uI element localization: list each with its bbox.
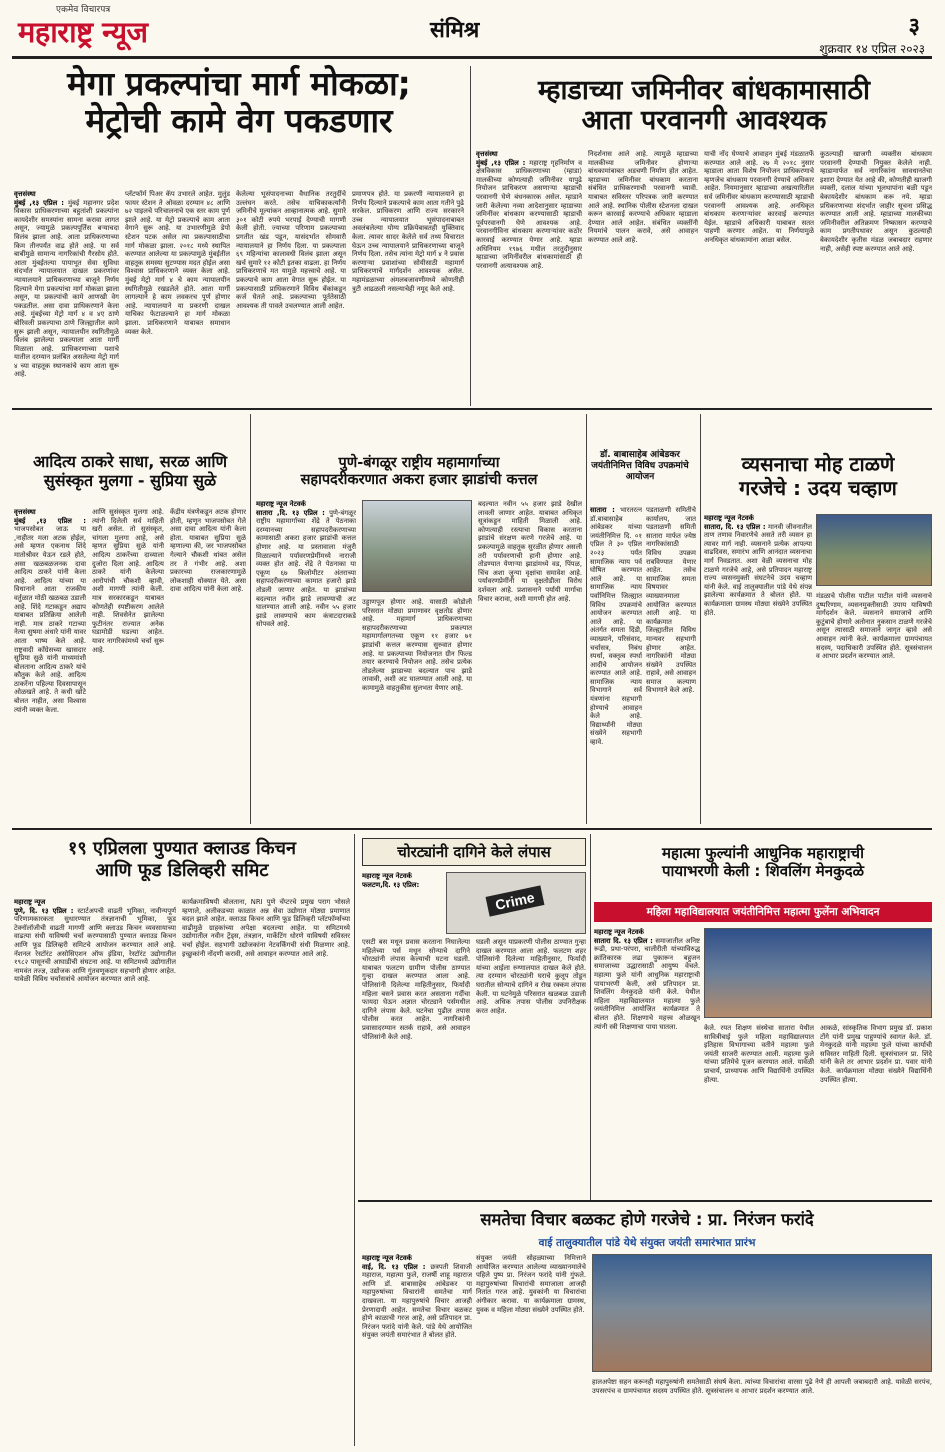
cloud-kitchen-dateline: पुणे, दि. १३ एप्रिल : [14, 906, 74, 915]
trees-dateline: सातारा ,दि. १३ एप्रिल : [256, 508, 325, 517]
mhada-dateline: मुंबई ,१३ एप्रिल : [476, 158, 526, 167]
samata-byline: महाराष्ट्र न्यूज नेटवर्क [362, 1254, 412, 1262]
section-rule [358, 1200, 932, 1202]
metro-text-1: मुंबई महानगर प्रदेश विकास प्राधिकरणाच्या बहुतांशी प्रकल्पांना कायदेशीर समस्यांना सामना करावा लागत असून, ज्यामुळे प्रकल्पपूर्तिस बऱ्याचदा विलंब झाला आहे. आता प्राधिकरणाच्या किम तीनपर्यंत वाढ होते आहे. या सर्व बाबींमुळे सामान्य नागरिकांची गैरसोय होते. आता मुंबईतल्या पायाभूत सेवा सुविधा संदर्भात न्यायालयात दाखल प्रकरणांवर न्यायालयाने प्राधिकरणाच्या बाजूने निर्णय दिल्याने मेगा प्रकल्पांचा मार्ग मोकळा झाला असून, या प्रकल्पांची कामे आणखी वेग पकडतील. असा दावा प्राधिकरणाने केला आहे. मुंबईच्या मेट्रो मार्ग ४ व ४ए ठाणे बोरिवली प्रकल्पाचा ठाणे जिल्ह्यातील कामे सुरू झाली असून, न्यायालयीन स्थगितीमुळे विलंब झालेल्या प्रकल्पाला आता मार्गी मिळाला आहे. प्राधिकरणाच्या यशाचे यातील दरम्यान प्रलंबित असलेल्या मेट्रो मार्ग ४ च्या वाहतूक स्थानकांचे काम आता सुरू आहे. [14, 198, 119, 379]
column-divider [250, 414, 251, 824]
phule-col2: केले. रयत शिक्षण संस्थेचा सातारा येथील सावित्रीबाई फुले महिला महाविद्यालयात इतिहास विभागाच्या वतीने महात्मा फुले जयंती साजरी करण्यात आली. महात्मा फुले यांच्या प्रतिमेचे पूजन करण्यात आले. यावेळी प्राचार्य, प्राध्यापक आणि विद्यार्थिनी उपस्थित होत्या. [704, 1024, 814, 1084]
samata-photo [592, 1254, 932, 1372]
supriya-headline-line1: आदित्य ठाकरे साधा, सरळ आणि [32, 452, 228, 471]
trees-byline: महाराष्ट्र न्यूज नेटवर्क [256, 500, 306, 508]
samata-dateline: वाई, दि. १३ एप्रिल : [362, 1262, 426, 1271]
addiction-text-1: मानवी जीवनातील ताण तणाव निवारणेचे असते तरी व्यसन हा त्यावर मार्ग नाही. व्यसनाने प्रत्येक आपल्या वाढदिवस, समारंभ आणि आनंदात व्यसनाचा मार्ग निवडतात. अशा वेळी व्यसनाचा मोह टाळणे गरजेचे आहे, असे प्रतिपादन महाराष्ट्र राज्य व्यसनमुक्ती संघटनेचे उदय चव्हाण यांनी केले. वाई तालुक्यातील पांडे येथे संपन्न झालेल्या कार्यक्रमात ते बोलत होते. या कार्यक्रमाला ग्रामस्थ मोठ्या संख्येने उपस्थित होते. [704, 522, 812, 617]
trees-text-1: पुणे-बंगळूर राष्ट्रीय महामार्गाच्या शेंद्रे ते पेठनाका दरम्यानच्या सहापदरीकरणाच्या कामासाठी अकरा हजार झाडांची कत्तल होणार आहे. या प्रस्तावाला मंजुरी मिळाल्याने पर्यावरणप्रेमींमध्ये नाराजी व्यक्त होत आहे. शेंद्रे ते पेठनाका या एकूण ६७ किलोमीटर अंतराच्या सहापदरीकरणाच्या कामात हजारो झाडे तोडली जाणार आहेत. या झाडांच्या बदल्यात नवीन झाडे लावण्याची अट घालण्यात आली आहे. नवीन ५५ हजार झाडे लावण्याचे काम कंत्राटदाराकडे सोपवले आहे. [256, 508, 356, 629]
metro-dateline: मुंबई ,१३ एप्रिल : [14, 198, 65, 207]
supriya-headline-line2: सुसंस्कृत मुलगा - सुप्रिया सुळे [43, 471, 217, 491]
cloud-kitchen-article [14, 838, 350, 881]
samata-headline: समतेचा विचार बळकट होणे गरजेचे : प्रा. निरंजन फरांदे [480, 1210, 814, 1229]
ambedkar-col2: पडताळणी समितीचे कार्यालय, जात पडताळणी समिती सातारा मार्फत ज्येष्ठ नागरिकांसाठी विविध उपक्रम राबविण्यात येणार आहेत. तसेच सामाजिक समता विषयावर व्याख्यानमाला आयोजित करण्यात आली आहे. या कार्यक्रमात जिल्ह्यातील विविध मान्यवर सहभागी होणार आहेत. नागरिकांनी मोठ्या संख्येने उपस्थित राहावे, असे आवाहन समाज कल्याण विभागाने केले आहे. [646, 506, 696, 695]
phule-article [594, 844, 932, 880]
cloud-kitchen-byline: महाराष्ट्र न्यूज [14, 898, 46, 906]
supriya-col3: केंद्रीय यंत्रणेकडून अटक होणार होती, म्हणून भाजपसोबत गेले असा दावा आदित्य यांनी केला होता. याबाबत सुप्रिया सुळे म्हणाल्या की, जर भाजपसोबत गेल्याने चौकशी थांबत असेल तर ते गंभीर आहे. अशा प्रकारच्या राजकारणामुळे लोकशाही धोक्यात येते. असा दावा आदित्य यांनी केला आहे. [170, 508, 246, 594]
section-rule [12, 828, 932, 830]
addiction-article [704, 452, 932, 500]
issue-date: शुक्रवार १४ एप्रिल २०२३ [819, 42, 925, 56]
section-rule [12, 408, 932, 410]
chain-snatch-meta [362, 872, 442, 932]
supriya-dateline: मुंबई ,१३ एप्रिल : [14, 516, 86, 525]
trees-col3: बदल्यात नवीन ५५ हजार झाडे देखील लावली जाणार आहेत. याबाबत अधिकृत सूत्रांकडून माहिती मिळाली आहे. कोणत्याही रस्त्याचा विकास करताना झाडांचे संरक्षण करणे गरजेचे आहे. या प्रकल्पामुळे वाहतूक सुरळीत होणार असली तरी पर्यावरणाची हानी होणार आहे. तोडण्यात येणाऱ्या झाडांमध्ये वड, पिंपळ, चिंच अशा जुन्या वृक्षांचा समावेश आहे. पर्यावरणप्रेमींनी या वृक्षतोडीला विरोध दर्शवला आहे. प्रशासनाने पर्यायी मार्गाचा विचार करावा, अशी मागणी होत आहे. [478, 500, 582, 603]
phule-col1 [594, 928, 700, 1196]
addiction-col1 [704, 514, 812, 820]
chain-snatch-headline: चोरट्यांनी दागिने केले लंपास [397, 843, 551, 861]
page-number: ३ [908, 14, 920, 39]
metro-col4: प्रमाणपत्र होते. या प्रकरणी न्यायालयाने हा निर्णय दिल्याने प्रकल्पाचे काम आता गतीने पुढे सरकेल. प्राधिकरण आणि राज्य सरकारने उच्च न्यायालयात भूसंपादनाबाबत अवलंबलेल्या योग्य प्रक्रियेबाबतही युक्तिवाद केला. त्यावर सादर केलेले सर्व तथ्य विचारात घेऊन उच्च न्यायालयाने प्राधिकरणाच्या बाजूने निर्णय दिला. तसेच त्यांना मेट्रो मार्ग ४ ने प्रवास करणाऱ्या प्रवाशांच्या सोयीसाठी महामार्ग प्राधिकरणाचे मार्गदर्शन आवश्यक असेल. महामंडळाच्या अंमलबजावणीमध्ये कोणतीही त्रुटी आढळली नसल्याचेही नमूद केले आहे. [352, 190, 464, 293]
column-divider [470, 66, 471, 406]
trees-col1 [256, 500, 356, 820]
addiction-byline: महाराष्ट्र न्यूज नेटवर्क [704, 514, 754, 522]
addiction-col2: मंडळाचे पोलीस पाटील पाटील यांनी व्यसनाचे दुष्परिणाम, व्यसनमुक्तीसाठी उपाय याविषयी मार्गदर्शन केले. व्यसनाने समाजाचे आणि कुटुंबाचे होणारे अतोनात नुकसान टाळणे गरजेचे असून त्यासाठी समाजाने जागृत व्हावे असे आवाहन त्यांनी केले. कार्यक्रमाला ग्रामपंचायत सदस्य, पदाधिकारी उपस्थित होते. सूत्रसंचालन व आभार प्रदर्शन करण्यात आले. [816, 592, 932, 661]
samata-text-1: छत्रपती शिवाजी महाराज, महात्मा फुले, राजर्षी शाहू महाराज आणि डॉ. बाबासाहेब आंबेडकर या महापुरुषांच्या विचारांनी समतेचा मार्ग दाखवला. या महापुरुषांचे विचार आजही प्रेरणादायी आहेत. समतेचा विचार बळकट होणे काळाची गरज आहे, असे प्रतिपादन प्रा. निरंजन फरांदे यांनी केले. पांडे येथे आयोजित संयुक्त जयंती समारंभात ते बोलत होते. [362, 1262, 472, 1340]
supriya-col2: आणि सुसंस्कृत मुलगा आहे. त्यांनी दिलेली सर्व माहिती खरी असेल. तो सुसंस्कृत, चांगला मुलगा आहे, असे म्हणत सुप्रिया सुळे यांनी आदित्य ठाकरेंच्या दाव्याला दुजोरा दिला आहे. आदित्य ठाकरे यांनी केलेल्या आरोपांची चौकशी व्हावी, अशी मागणी त्यांनी केली. मात्र सरकारकडून याबाबत कोणतेही स्पष्टीकरण आलेले नाही. शिवसेनेत झालेल्या फुटीनंतर राज्यात अनेक घडामोडी घडल्या आहेत. यावर नागरिकांमध्ये चर्चा सुरू आहे. [92, 508, 164, 654]
samata-article [362, 1210, 932, 1230]
chain-snatch-col2: घडली असून याप्रकरणी पोलीस ठाण्यात गुन्हा दाखल करण्यात आला आहे. फलटण शहर पोलिसांनी दिलेल्या माहितीनुसार, फिर्यादी यांच्या आईला रुग्णालयात दाखल केले होते. त्या दरम्यान चोरट्यांनी घराचे कुलूप तोडून घरातील सोन्याचे दागिने व रोख रक्कम लंपास केली. या घटनेमुळे परिसरात खळबळ उडाली आहे. अधिक तपास पोलीस उपनिरीक्षक करत आहेत. [476, 938, 586, 1015]
metro-col1 [14, 190, 119, 405]
samata-subhead: वाई तालुक्यातील पांडे येथे संयुक्त जयंती समारंभात प्रारंभ [538, 1237, 756, 1249]
phule-byline: महाराष्ट्र न्यूज नेटवर्क [594, 928, 644, 936]
phule-dateline: सातारा दि. १३ एप्रिल : [594, 936, 653, 945]
phule-col3: आकळे, सांस्कृतिक विभाग प्रमुख डॉ. प्रकाश टोंगे यांनी प्रमुख पाहुण्यांचे स्वागत केले. डॉ. मेनकुदळे यांनी महात्मा फुले यांच्या कार्याची सविस्तर माहिती दिली. सूत्रसंचालन प्रा. शिंदे यांनी केले तर आभार प्रदर्शन प्रा. पवार यांनी केले. कार्यक्रमाला मोठ्या संख्येने विद्यार्थिनी उपस्थित होत्या. [820, 1024, 932, 1084]
masthead-rule [12, 56, 932, 59]
phule-headline-line1: महात्मा फुल्यांनी आधुनिक महाराष्ट्राची [662, 844, 864, 862]
metro-byline: वृत्तसंस्था [14, 190, 36, 198]
supriya-article [14, 452, 246, 490]
trees-col2: उड्डाणपूल होणार आहे. यासाठी कोडोली परिसरात मोठ्या प्रमाणावर वृक्षतोड होणार आहे. महामार्ग प्राधिकरणाच्या सहापदरीकरणाच्या प्रकल्पात महामार्गालगतच्या एकूण ११ हजार ७१ झाडांची कत्तल करण्यास सुरुवात होणार आहे. या प्रकल्पाच्या नियोजनात ग्रीन फिल्ड तयार करण्याचे नियोजन आहे. तसेच प्रत्येक तोडलेल्या झाडाच्या बदल्यात पाच झाडे लावावी, अशी अट घालण्यात आली आहे. या कामामुळे वाहतुकीस सुलभता येणार आहे. [362, 598, 472, 692]
phule-text-1: समाजातील अनिष्ट रूढी, प्रथा-परंपरा, चालीरीती यांच्याविरुद्ध क्रांतिकारक लढा पुकारून बहुजन समाजाच्या उद्धारासाठी आयुष्य वेचले. महात्मा फुले यांनी आधुनिक महाराष्ट्राची पायाभरणी केली, असे प्रतिपादन प्रा. शिवलिंग मेनकुदळे यांनी केले. येथील महिला महाविद्यालयात महात्मा फुले जयंतीनिमित्त आयोजित कार्यक्रमात ते बोलत होते. शिक्षणाचे महत्त्व ओळखून त्यांनी स्त्री शिक्षणाचा पाया घातला. [594, 936, 700, 1031]
chain-snatch-col1: एसटी बस मधून प्रवास करताना निघालेल्या महिलेच्या पर्स मधून सोन्याचे दागिने चोरट्यांनी लंपास केल्याची घटना घडली. याबाबत फलटण ग्रामीण पोलीस ठाण्यात गुन्हा दाखल करण्यात आला आहे. पोलिसांनी दिलेल्या माहितीनुसार, फिर्यादी महिला बसने प्रवास करत असताना गर्दीचा फायदा घेऊन अज्ञात चोरट्याने पर्समधील दागिने लंपास केले. घटनेचा पुढील तपास पोलीस करत आहेत. नागरिकांनी प्रवासादरम्यान सतर्क राहावे, असे आवाहन पोलिसांनी केले आहे. [362, 938, 470, 1041]
trees-headline-line2: सहापदरीकरणात अकरा हजार झाडांची कत्तल [300, 472, 538, 489]
masthead-tagline: एकमेव विचारपत्र [56, 5, 111, 15]
metro-headline-line1: मेगा प्रकल्पांचा मार्ग मोकळा; [67, 64, 411, 103]
chain-snatch-byline: महाराष्ट्र न्यूज नेटवर्क [362, 872, 412, 880]
cloud-kitchen-text-1: स्टार्टअपची वाढती भूमिका, नावीन्यपूर्ण परिणामकारकता सुधारण्यात तंत्रज्ञानाची भूमिका, फूड टेक्नॉलॉजीची वाढती मागणी आणि क्लाउड किचन व्यवसायाच्या वाढत्या संधी याविषयी चर्चा करण्यासाठी पुण्यात क्लाउड किचन आणि फूड डिलिव्हरी समिटचे आयोजन करण्यात आले आहे. नॅशनल रेस्टॉरंट असोसिएशन ऑफ इंडिया, रेस्टॉरंट उद्योगातील १९८२ पासूनची आघाडीची संघटना आहे. या समिटमध्ये उद्योगातील नामवंत तज्ज्ञ, उद्योजक आणि गुंतवणूकदार सहभागी होणार आहेत. यावेळी विविध चर्चासत्रांचे आयोजन करण्यात आले आहे. [14, 906, 176, 984]
column-divider [586, 414, 587, 824]
mhada-headline-line1: म्हाडाच्या जमिनीवर बांधकामासाठी [537, 75, 871, 106]
trees-headline-line1: पुणे-बंगळूर राष्ट्रीय महामार्गाच्या [338, 455, 500, 471]
addiction-headline-line2: गरजेचे : उदय चव्हाण [739, 476, 897, 500]
supriya-col1 [14, 508, 86, 820]
cloud-kitchen-headline-line2: आणि फूड डिलिव्हरी समिट [95, 859, 269, 881]
chain-snatch-header [362, 838, 586, 866]
mhada-article [476, 76, 932, 136]
cloud-kitchen-col2: कार्यक्रमाविषयी बोलताना, NRI पुणे चॅप्टरचे प्रमुख पराग भोसले म्हणाले, अलीकडच्या काळात अन्न सेवा उद्योगात मोठ्या प्रमाणात बदल झाले आहेत. क्लाउड किचन आणि फूड डिलिव्हरी प्लॅटफॉर्म्सच्या वाढीमुळे ग्राहकांच्या अपेक्षा बदलल्या आहेत. या समिटमध्ये उद्योगातील नवीन ट्रेंड्स, तंत्रज्ञान, मार्केटिंग धोरणे याविषयी सविस्तर चर्चा होईल. सहभागी उद्योजकांना नेटवर्किंगची संधी मिळणार आहे. इच्छुकांनी नोंदणी करावी, असे आवाहन करण्यात आले आहे. [182, 898, 350, 958]
supriya-byline: वृत्तसंस्था [14, 508, 36, 516]
mhada-col2: निदर्शनास आले आहे. त्यामुळे म्हाडाच्या मालकीच्या जमिनीवर होणाऱ्या बांधकामांबाबत अडचणी निर्माण होत आहेत. म्हाडाच्या जमिनीवर बांधकाम करताना संबंधित प्राधिकरणाची परवानगी घ्यावी. याबाबत सविस्तर परिपत्रक जारी करण्यात आले आहे. स्थानिक पोलीस स्टेशनला दाखल करून कारवाई करण्याचे अधिकार म्हाडाला देण्यात आले आहेत. संबंधित व्यक्तींनी नियमांचे पालन करावे, असे आवाहन करण्यात आले आहे. [588, 150, 698, 244]
mhada-byline: वृत्तसंस्था [476, 150, 498, 158]
metro-headline-line2: मेट्रोची कामे वेग पकडणार [85, 100, 393, 140]
mhada-col3: याची नोंद घेण्याचे आवाहन मुंबई मंडळातर्फे करण्यात आले आहे. २७ मे २०१८ नुसार म्हाडाला आता विशेष नियोजन प्राधिकरणाचे म्हणजेच बांधकाम परवानगी देण्याचे अधिकार आहेत. नियमानुसार म्हाडाच्या अखत्यारितील सर्व जमिनींवर बांधकाम करण्यासाठी म्हाडाची परवानगी आवश्यक आहे. अनधिकृत बांधकाम करणाऱ्यांवर कारवाई करण्यात येईल. म्हाडाचे अधिकारी याबाबत सतत पाहणी करणार आहेत. या निर्णयामुळे अनधिकृत बांधकामांना आळा बसेल. [704, 150, 814, 244]
chain-snatch-dateline: फलटण,दि. १३ एप्रिल: [362, 880, 420, 889]
mhada-col4: कुठल्याही खाजगी व्यक्तीस बांधकाम परवानगी देण्याची नियुक्त केलेले नाही. म्हाडामार्फत सर्व नागरिकांना सावधानतेचा इशारा देण्यात येत आहे की, कोणतीही खाजगी व्यक्ती, दलाल यांच्या भूलथापांना बळी पडून बेकायदेशीर बांधकाम करू नये. म्हाडा प्रधिकरणाच्या संदर्भात जाहीर सूचना प्रसिद्ध करण्यात आली आहे. म्हाडाच्या मालकीच्या जमिनीवरील अतिक्रमण निष्कासन करण्याचे काम प्रगतीपथावर असून कुठल्याही बेकायदेशीर कृतीस मंडळ जबाबदार राहणार नाही, असेही स्पष्ट करण्यात आले आहे. [820, 150, 932, 253]
ambedkar-text-1: भारतरत्न डॉ.बाबासाहेब आंबेडकर यांच्या जयंतीनिमित्त दि. ०१ एप्रिल ते ३० एप्रिल २०२३ पर्यंत सामाजिक न्याय पर्व घोषित करण्यात आले आहे. या सामाजिक न्याय पर्वानिमित्त जिल्ह्यात विविध उपक्रमांचे आयोजन करण्यात आले आहे. या अंतर्गत समता दिंडी, व्याख्याने, परिसंवाद, चर्चासत्र, निबंध स्पर्धा, वक्तृत्व स्पर्धा आदींचे आयोजन करण्यात आले आहे. सामाजिक न्याय विभागाने सर्व यंत्रणांना सहभागी होण्याचे आवाहन केले आहे. विद्यार्थ्यांनी मोठ्या संख्येने सहभागी व्हावे. [590, 506, 642, 747]
section-title: संमिश्र [430, 18, 480, 43]
supriya-text-1: भाजपसोबत जाऊ या ,नाहीतर मला अटक होईल, असे म्हणत एकनाथ शिंदे मातोश्रीवर येऊन रडले होते, असा खळबळजनक दावा आदित्य ठाकरे यांनी केला आहे. आदित्य यांच्या या विधानाने आता राजकीय वर्तुळात मोठी खळबळ उडाली आहे. शिंदे गटाकडून अद्याप याबाबत प्रतिक्रिया आलेली नाही. मात्र ठाकरे गटाच्या नेत्या सुषमा अंधारे यांनी यावर आता भाष्य केले आहे. राष्ट्रवादी काँग्रेसच्या खासदार सुप्रिया सुळे यांनी माध्यमांशी बोलताना आदित्य ठाकरे यांचे कौतुक केले आहे. आदित्य ठाकरेंना पहिल्या दिवसापासून ओळखते आहे. ते कधी खोटे बोलत नाहीत, असा विश्वास त्यांनी व्यक्त केला. [14, 525, 86, 714]
mhada-text-1: महाराष्ट्र गृहनिर्माण व क्षेत्रविकास प्राधिकरणाच्या (म्हाडा) मालकीच्या कोणत्याही जमिनीवर यापुढे नियोजन प्राधिकरण असणाऱ्या म्हाडाची परवानगी घेणे बंधनकारक असेल. म्हाडाने जारी केलेल्या नव्या आदेशानुसार म्हाडाच्या जमिनींवर बांधकाम करण्यासाठी म्हाडाची पूर्वपरवानगी घेणे आवश्यक आहे. परवानगीविना बांधकाम करणाऱ्यांवर कठोर कारवाई करण्यात येणार आहे. म्हाडा अधिनियम १९७६ मधील तरतुदीनुसार म्हाडाच्या जमिनींवरील बांधकामांसाठी ही परवानगी अत्यावश्यक आहे. [476, 158, 582, 270]
mhada-col1 [476, 150, 582, 405]
addiction-dateline: सातारा, दि. १३ एप्रिल : [704, 522, 766, 531]
metro-col3: केलेल्या भूसंपादनाच्या वैधानिक तरतुदींचे उल्लंघन करते. तसेच याचिकाकर्त्यांनी जमिनीचे मूल्यांकन आव्हानात्मक आहे. सुमारे ३०१ कोटी रुपये भरपाई देण्याची मागणी केली होती. ज्याच्या परिणाम प्रकल्पाच्या प्रगतीत खंड पडून, यासंदर्भात सोमवारी न्यायालयाने हा निर्णय दिला. या प्रकल्पाला ६९ महिन्यांचा कालावधी विलंब झाला असून खर्च सुमारे १२ कोटी इतका वाढला. हा निर्णय प्राधिकरणाचे मत यामुळे महत्त्वाचे आहे. या प्रकल्पाचे काम आता वेगात सुरू होईल. या प्रकल्पासाठी प्राधिकरणाने विविध बँकांकडून कर्ज घेतले आहे. प्रकल्पाच्या पूर्ततेसाठी आवश्यक ती पावले उचलण्यात आली आहेत. [236, 190, 346, 310]
crime-photo-caption: Crime [486, 885, 545, 916]
trees-photo [362, 500, 472, 592]
phule-headline-line2: पायाभरणी केली : शिवलिंग मेनकुदळे [662, 862, 864, 880]
column-divider [354, 834, 355, 1446]
ambedkar-dateline: सातारा : [590, 506, 615, 514]
phule-photo [704, 928, 932, 1018]
column-divider [590, 834, 591, 1200]
samata-col3: हालअपेष्टा सहन करूनही महापुरुषांनी समतेसाठी संघर्ष केला. त्यांच्या विचारांचा वारसा पुढे नेणे ही आपली जबाबदारी आहे. यावेळी सरपंच, उपसरपंच व ग्रामपंचायत सदस्य उपस्थित होते. सूत्रसंचालन व आभार प्रदर्शन करण्यात आले. [592, 1378, 932, 1395]
column-divider [700, 414, 701, 824]
trees-article [256, 455, 582, 490]
samata-col2: संयुक्त जयंती सोहळ्याच्या निमित्ताने आयोजित करण्यात आलेल्या व्याख्यानमालेचे पहिले पुष्प प्रा. निरंजन फरांदे यांनी गुंफले. महापुरुषांच्या विचारांची समाजाला आजही नितांत गरज आहे. युवकांनी या विचारांचा अंगीकार करावा. या कार्यक्रमाला ग्रामस्थ, युवक व महिला मोठ्या संख्येने उपस्थित होते. [476, 1254, 586, 1314]
metro-col2: प्लॅटफॉर्म पिअर कॅप उभारले आहेत. मुलुंड फायर स्टेशन ते ओवळा दरम्यान ४८ आणि ७२ पाइलचे परिचालनाचे एक स्तर काम पूर्ण झाले आहे. या मेट्रो प्रकल्पाचे काम आता वेगाने सुरू आहे. या उभारणीमुळे डेपो स्टेशन पटक असेल त्या प्रकल्पासाठीचा मार्ग मोकळा झाला. २०१८ मध्ये स्थापित करण्यात आलेल्या या प्रकल्पामुळे मुंबईतील वाहतूक समस्या सुटण्यास मदत होईल असा विश्वास प्राधिकरणाने व्यक्त केला आहे. मुंबई मेट्रो मार्ग ४ चे काम न्यायालयीन स्थगितीमुळे रखडलेले होते. आता मार्गी लागल्याने हे काम लवकरच पूर्ण होणार आहे. न्यायालयाने या प्रकरणी दाखल याचिका फेटाळल्याने हा मार्ग मोकळा झाला. प्राधिकरणाने याबाबत समाधान व्यक्त केले. [125, 190, 230, 336]
phule-subhead: महिला महाविद्यालयात जयंतीनिमित्त महात्मा फुलेंना अभिवादन [594, 902, 932, 922]
ambedkar-article [590, 450, 690, 483]
ambedkar-col1 [590, 506, 642, 820]
newspaper-logo: महाराष्ट्र न्यूज [18, 15, 148, 49]
cloud-kitchen-headline-line1: १९ एप्रिलला पुण्यात क्लाउड किचन [68, 838, 296, 859]
crime-photo [446, 872, 586, 934]
addiction-photo [816, 514, 932, 586]
metro-article [14, 66, 464, 140]
samata-col1 [362, 1254, 472, 1446]
cloud-kitchen-col1 [14, 898, 176, 1446]
ambedkar-headline: डॉ. बाबासाहेब आंबेडकर जयंतीनिमित्त विविध उपक्रमांचे आयोजन [591, 450, 689, 482]
mhada-headline-line2: आता परवानगी आवश्यक [581, 105, 827, 137]
addiction-headline-line1: व्यसनाचा मोह टाळणे [741, 452, 895, 476]
